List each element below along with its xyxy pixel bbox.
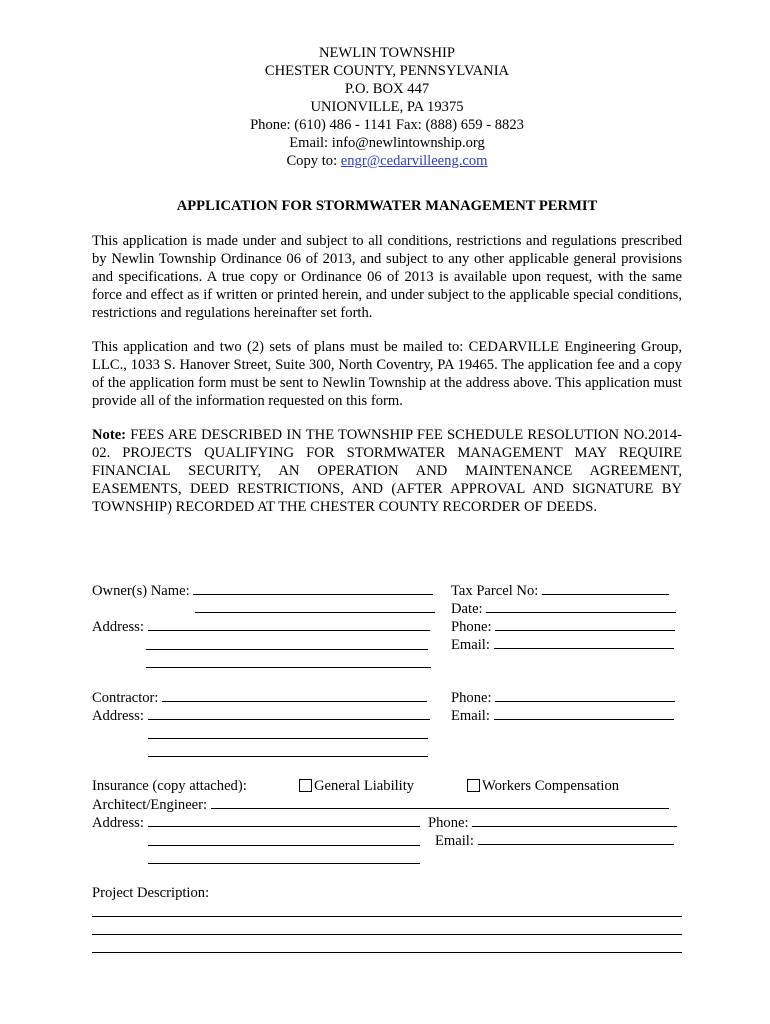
architect-email-row — [435, 831, 674, 850]
architect-email-label: Email: — [435, 833, 478, 849]
date-label: Date: — [451, 601, 487, 617]
workers-comp-label: Workers Compensation — [482, 778, 620, 794]
owner-phone-row — [451, 617, 675, 636]
letterhead — [92, 44, 682, 170]
township-name: NEWLIN TOWNSHIP — [318, 45, 456, 61]
phone-fax: Phone: (610) 486 - 1141 Fax: (888) 659 - 8823 — [250, 117, 524, 133]
project-description-label: Project Description: — [92, 885, 210, 901]
contractor-phone-label: Phone: — [451, 690, 496, 706]
architect-address-label: Address: — [92, 815, 148, 831]
owner-email-row — [451, 635, 674, 654]
architect-address-field[interactable] — [148, 813, 420, 827]
contractor-phone-row — [451, 688, 675, 707]
engineer-email-link[interactable]: engr@cedarvilleeng.com — [340, 153, 488, 169]
architect-address-line-3[interactable] — [148, 863, 420, 864]
contractor-field[interactable] — [162, 688, 427, 702]
general-liability-label: General Liability — [314, 778, 415, 794]
paragraph-conditions: This application is made under and subject to all conditions, restrictions and regulations prescribed by Newlin Township Ordinance 06 of 2013, and subject to any other applicable general provisions and specifications. A true copy or Ordinance 06 of 2013 is available upon request, with the same force and effect as if written or printed herein, and under subject to the applicable special conditions, restrictions and regulations hereinafter set forth. — [92, 233, 682, 321]
architect-phone-field[interactable] — [472, 813, 677, 827]
date-row — [451, 599, 676, 618]
owner-phone-label: Phone: — [451, 619, 496, 635]
architect-email-field[interactable] — [478, 831, 674, 845]
owner-name-label: Owner(s) Name: — [92, 583, 194, 599]
owner-name-row — [92, 581, 433, 600]
owner-address-line-3[interactable] — [146, 667, 431, 668]
project-description-line-2[interactable] — [92, 934, 682, 935]
contractor-email-field[interactable] — [494, 706, 674, 720]
architect-field[interactable] — [211, 795, 669, 809]
contractor-row — [92, 688, 427, 707]
county-name: CHESTER COUNTY, PENNSYLVANIA — [264, 63, 510, 79]
project-description-line-3[interactable] — [92, 952, 682, 953]
owner-name-line-2[interactable] — [195, 612, 435, 613]
copy-to-label: Copy to: — [286, 153, 341, 169]
document-title: APPLICATION FOR STORMWATER MANAGEMENT PERMIT — [176, 198, 598, 214]
copy-to — [92, 152, 682, 170]
owner-email-field[interactable] — [494, 635, 674, 649]
owner-name-field[interactable] — [193, 581, 433, 595]
note-label: Note: — [92, 427, 127, 443]
township-email: Email: info@newlintownship.org — [289, 135, 485, 151]
project-description-line-1[interactable] — [92, 916, 682, 917]
architect-row — [92, 795, 669, 814]
architect-phone-row — [428, 813, 677, 832]
insurance-label: Insurance (copy attached): — [92, 778, 247, 794]
date-field[interactable] — [486, 599, 676, 613]
owner-address-row — [92, 617, 430, 636]
workers-comp-checkbox[interactable] — [467, 779, 480, 792]
architect-label: Architect/Engineer: — [92, 797, 211, 813]
owner-address-field[interactable] — [148, 617, 430, 631]
owner-email-label: Email: — [451, 637, 494, 653]
contractor-address-row — [92, 706, 430, 725]
tax-parcel-label: Tax Parcel No: — [451, 583, 542, 599]
contractor-address-field[interactable] — [148, 706, 430, 720]
owner-address-line-2[interactable] — [146, 649, 428, 650]
city-zip: UNIONVILLE, PA 19375 — [310, 99, 464, 115]
contractor-email-label: Email: — [451, 708, 494, 724]
architect-phone-label: Phone: — [428, 815, 473, 831]
workers-comp-option[interactable] — [467, 777, 619, 795]
paragraph-mailing: This application and two (2) sets of plans must be mailed to: CEDARVILLE Engineering Group, LLC., 1033 S. Hanover Street, Suite 300, North Coventry, PA 19465. The application fee and a copy of the application form must be sent to Newlin Township at the address above. This application must provide all of the information requested on this form. — [92, 339, 682, 409]
general-liability-option[interactable] — [299, 777, 414, 795]
po-box: P.O. BOX 447 — [344, 81, 430, 97]
architect-address-line-2[interactable] — [148, 845, 420, 846]
tax-parcel-row — [451, 581, 669, 600]
contractor-phone-field[interactable] — [495, 688, 675, 702]
contractor-label: Contractor: — [92, 690, 163, 706]
tax-parcel-field[interactable] — [542, 581, 669, 595]
contractor-address-line-3[interactable] — [148, 756, 428, 757]
architect-address-row — [92, 813, 420, 832]
paragraph-note — [92, 426, 682, 516]
contractor-address-line-2[interactable] — [148, 738, 428, 739]
owner-address-label: Address: — [92, 619, 148, 635]
general-liability-checkbox[interactable] — [299, 779, 312, 792]
owner-phone-field[interactable] — [495, 617, 675, 631]
contractor-address-label: Address: — [92, 708, 148, 724]
note-text: FEES ARE DESCRIBED IN THE TOWNSHIP FEE SCHEDULE RESOLUTION NO.2014-02. PROJECTS QUALIFYING FOR STORMWATER MANAGEMENT MAY REQUIRE FINANCIAL SECURITY, AN OPERATION AND MAINTENANCE AGREEMENT, EASEMENTS, DEED RESTRICTIONS, AND (AFTER APPROVAL AND SIGNATURE BY TOWNSHIP) RECORDED AT THE CHESTER COUNTY RECORDER OF DEEDS. — [92, 427, 682, 515]
contractor-email-row — [451, 706, 674, 725]
